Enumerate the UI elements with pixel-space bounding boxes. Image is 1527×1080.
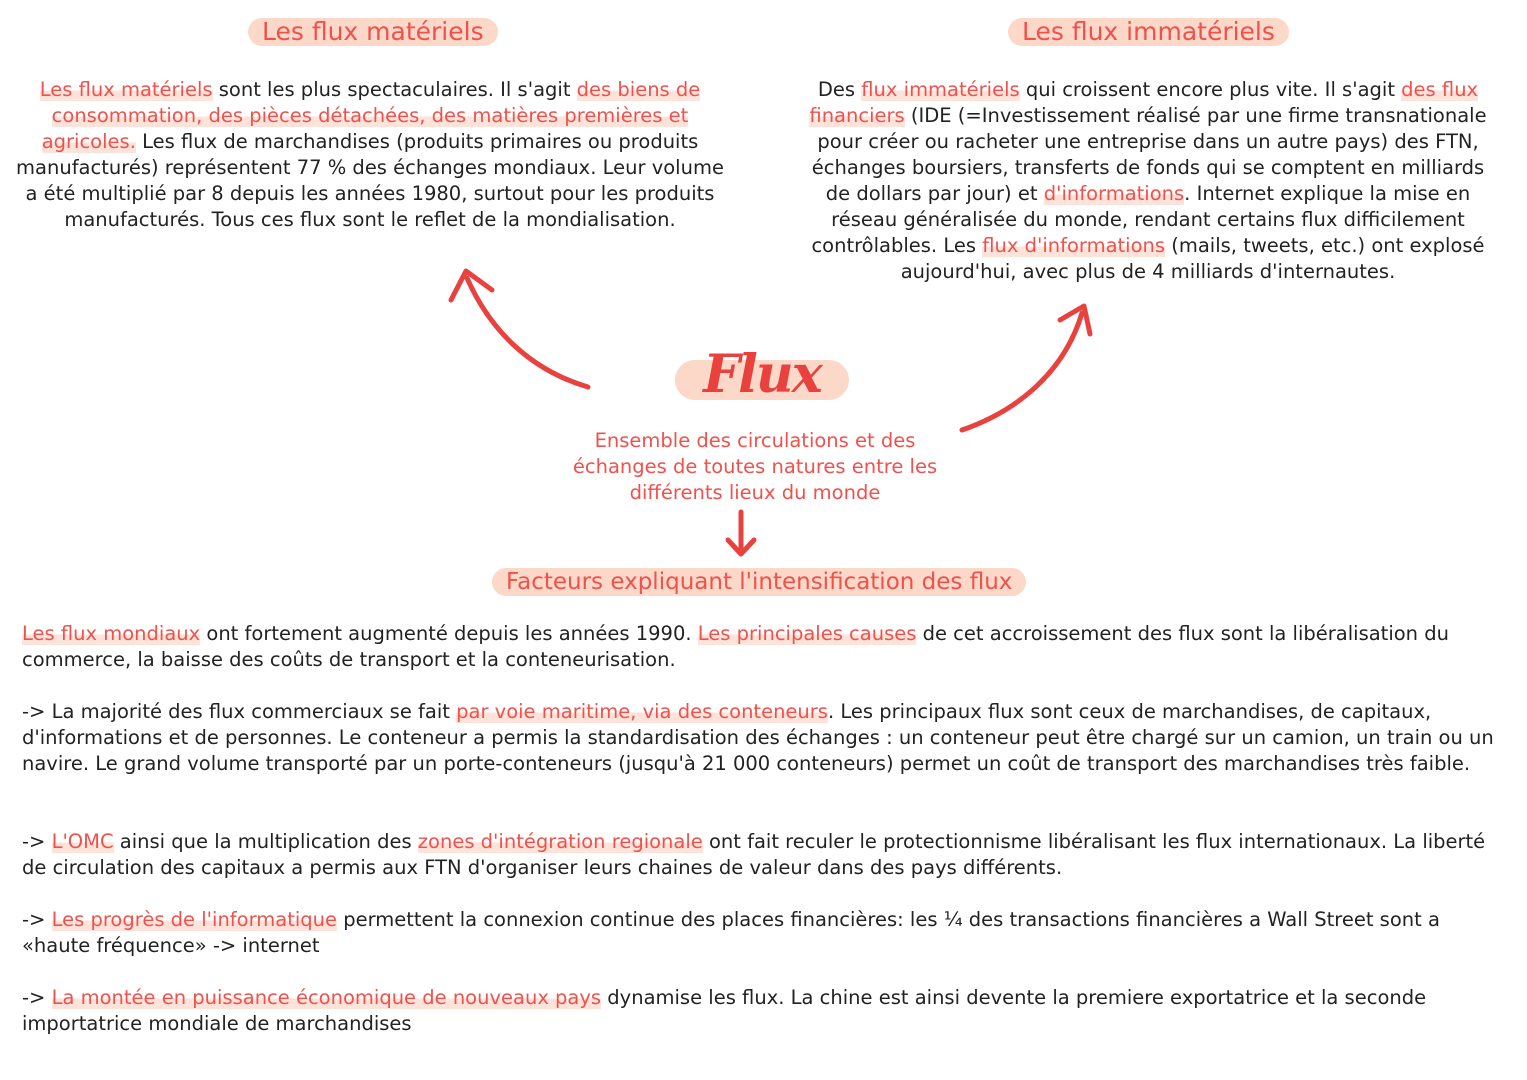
segment: par voie maritime, via des conteneurs [456, 700, 828, 723]
segment: Les principales causes [697, 622, 917, 645]
segment: La montée en puissance économique de nouveaux pays [51, 986, 602, 1009]
segment: ont fortement augmenté depuis les années 1990. [200, 622, 698, 645]
flux-definition: Ensemble des circulations et des échanges de toutes natures entre les différents lieux du monde [572, 429, 938, 504]
segment: dynamise les flux. La chine est ainsi devente la premiere exportatrice et la seconde importatrice mondiale de marchandises [22, 986, 1427, 1035]
flux-heading [675, 342, 849, 408]
paragraph-informatique [22, 907, 1502, 959]
paragraph-intro [22, 621, 1502, 673]
arrow-to-immateriels [962, 313, 1082, 430]
segment: Les flux mondiaux [22, 622, 201, 645]
segment: -> [22, 908, 52, 931]
segment: flux d'informations [982, 234, 1166, 257]
segment: Les flux de marchandises (produits primaires ou produits manufacturés) représentent 77 % des échanges mondiaux. Leur volume a été multiplié par 8 depuis les années 1980, surtout pour les produits manufacturés. Tous ces flux sont le reflet de la mondialisation. [16, 130, 724, 231]
segment: des flux financiers [809, 78, 1479, 127]
segment: L'OMC [51, 830, 114, 853]
title-flux-immateriels: Les flux immatériels [1008, 18, 1289, 46]
segment: . Les principaux flux sont ceux de marchandises, de capitaux, d'informations et de personnes. Le conteneur a permis la standardisation des échanges : un conteneur peut être chargé sur un camion, un train ou un navire. Le grand volume transporté par un porte-conteneurs (jusqu'à 21 000 conteneurs) permet un coût de transport des marchandises très faible. [22, 700, 1494, 775]
segment: des biens de consommation, des pièces détachées, des matières premières et agricoles. [41, 78, 701, 153]
flux-word: Flux [703, 344, 821, 405]
segment: flux immatériels [861, 78, 1020, 101]
segment: zones d'intégration regionale [417, 830, 703, 853]
segment: . Internet explique la mise en réseau généralisée du monde, rendant certains flux difficilement contrôlables. Les [811, 182, 1471, 257]
segment: ont fait reculer le protectionnisme libéralisant les flux internationaux. La liberté de circulation des capitaux a permis aux FTN d'organiser leurs chaines de valeur dans des pays différents. [22, 830, 1486, 879]
segment: sont les plus spectaculaires. Il s'agit [212, 78, 577, 101]
title-flux-materiels: Les flux matériels [248, 18, 498, 46]
segment: permettent la connexion continue des places financières: les ¼ des transactions financières a Wall Street sont a «haute fréquence» -> internet [22, 908, 1440, 957]
segment: d'informations [1043, 182, 1185, 205]
segment: -> [22, 830, 52, 853]
paragraph-omc [22, 829, 1502, 881]
paragraph-nouveaux-pays [22, 985, 1502, 1037]
segment: ainsi que la multiplication des [113, 830, 418, 853]
arrow-to-materiels [467, 278, 588, 387]
segment: Les progrès de l'informatique [51, 908, 338, 931]
segment: (mails, tweets, etc.) ont explosé aujourd'hui, avec plus de 4 milliards d'internautes. [900, 234, 1485, 283]
segment: qui croissent encore plus vite. Il s'agit [1019, 78, 1402, 101]
title-facteurs: Facteurs expliquant l'intensification des flux [492, 568, 1026, 596]
paragraph-conteneurs [22, 699, 1502, 777]
segment: Les flux matériels [39, 78, 213, 101]
segment: (IDE (=Investissement réalisé par une firme transnationale pour créer ou racheter une entreprise dans un autre pays) des FTN, échanges boursiers, transferts de fonds qui se comptent en milliards de dollars par jour) et [811, 104, 1487, 205]
segment: -> [22, 986, 52, 1009]
segment: Des [817, 78, 862, 101]
segment: -> La majorité des flux commerciaux se fait [22, 700, 457, 723]
segment: de cet accroissement des flux sont la libéralisation du commerce, la baisse des coûts de transport et la conteneurisation. [22, 622, 1449, 671]
